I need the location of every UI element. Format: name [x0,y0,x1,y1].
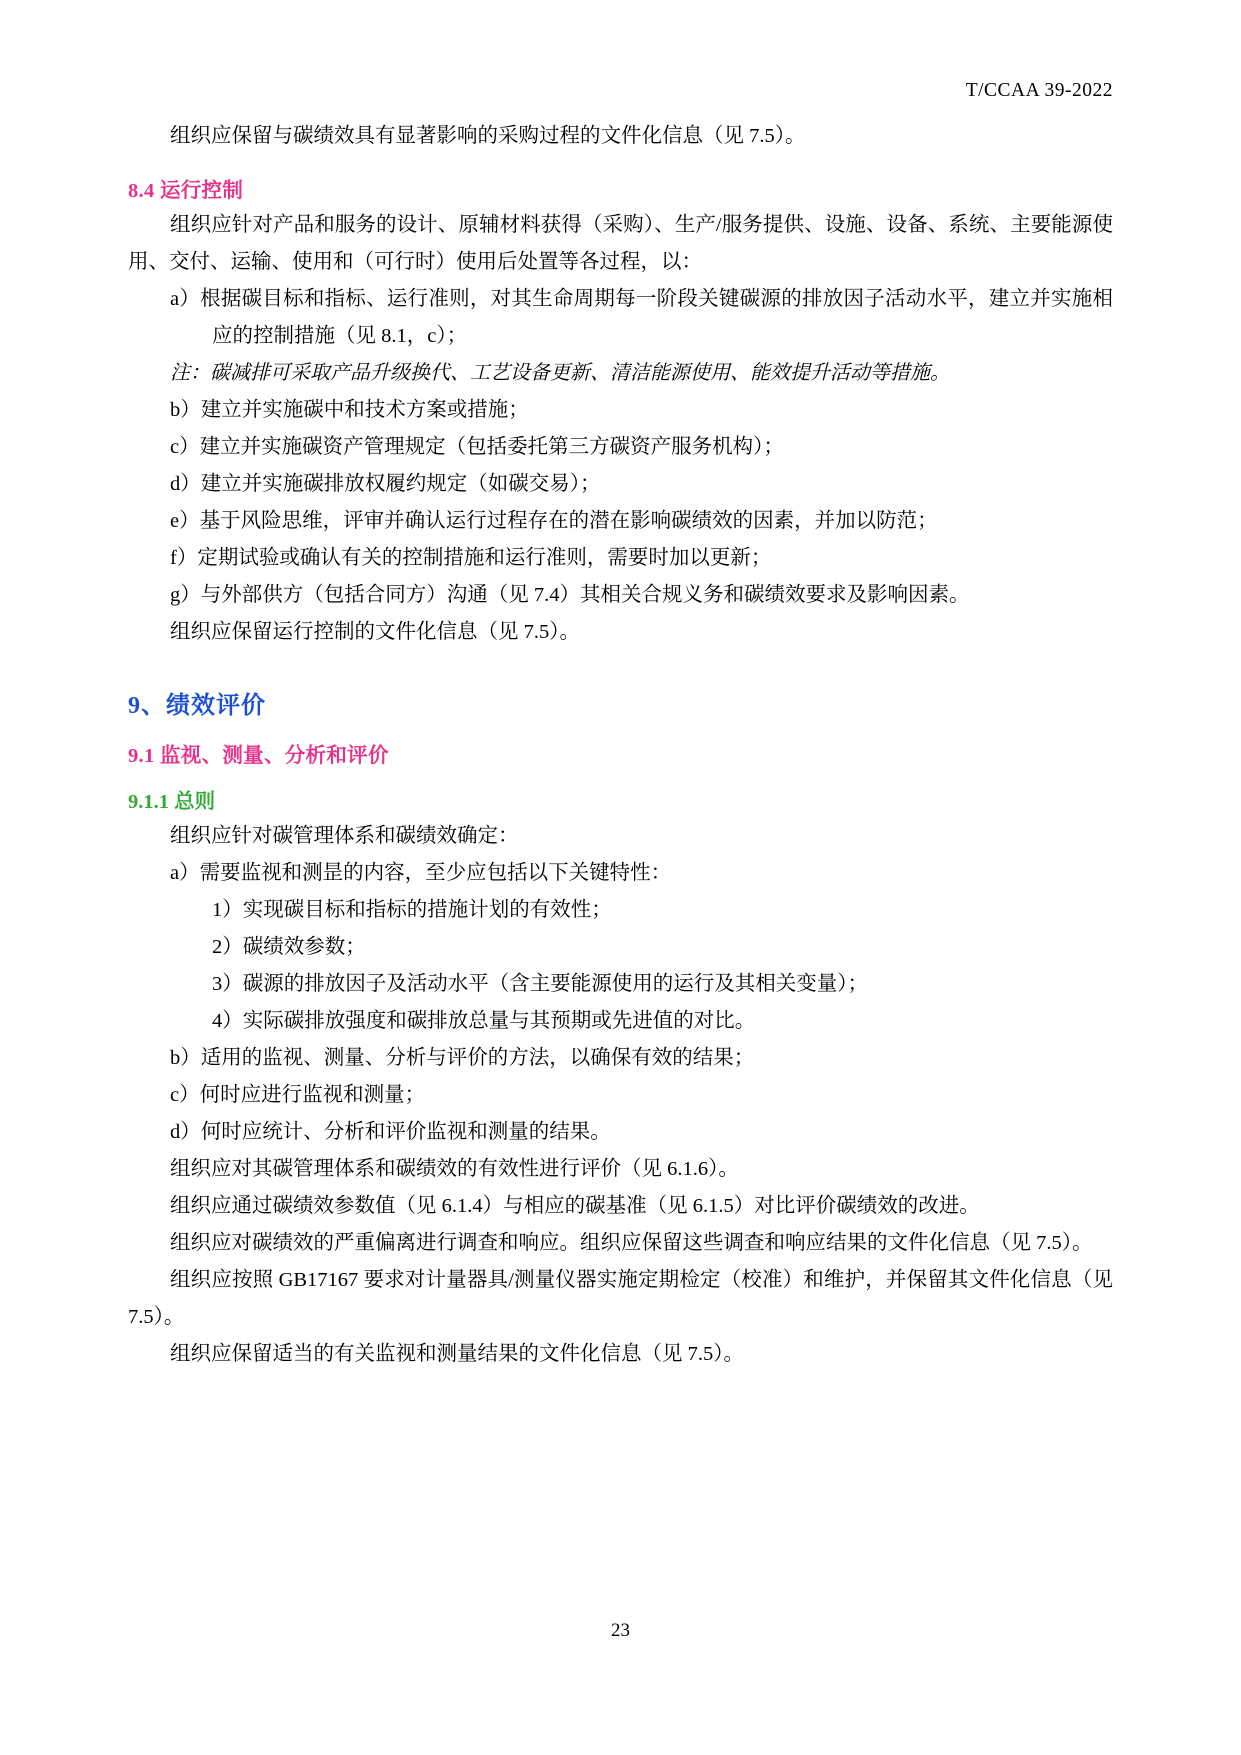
body-paragraph: 组织应保留适当的有关监视和测量结果的文件化信息（见 7.5）。 [170,1343,744,1365]
body-paragraph: 组织应对碳绩效的严重偏离进行调查和响应。组织应保留这些调查和响应结果的文件化信息（见 7.5）。 [170,1232,1093,1254]
body-paragraph: 组织应通过碳绩效参数值（见 6.1.4）与相应的碳基准（见 6.1.5）对比评价碳绩效的改进。 [170,1195,980,1217]
heading-9-1-1: 9.1.1 总则 [128,791,216,813]
list-sub-item: 3）碳源的排放因子及活动水平（含主要能源使用的运行及其相关变量）； [212,973,868,995]
page-number: 23 [611,1620,630,1641]
list-item: g）与外部供方（包括合同方）沟通（见 7.4）其相关合规义务和碳绩效要求及影响因素。 [170,584,970,606]
list-sub-item: 4）实际碳排放强度和碳排放总量与其预期或先进值的对比。 [212,1010,756,1032]
list-item: a）需要监视和测昰的内容，至少应包括以下关键特性： [170,862,672,884]
list-sub-item: 1）实现碳目标和指标的措施计划的有效性； [212,899,612,921]
list-item: e）基于风险思维，评审并确认运行过程存在的潜在影响碳绩效的因素，并加以防范； [170,510,938,532]
section-9-1-1-lead: 组织应针对碳管理体系和碳绩效确定： [170,825,519,847]
list-item: d）建立并实施碳排放权履约规定（如碳交易）； [170,473,601,495]
list-item: c）建立并实施碳资产管理规定（包括委托第三方碳资产服务机构）； [170,436,784,458]
heading-9: 9、绩效评价 [128,693,266,719]
section-8-4-closing: 组织应保留运行控制的文件化信息（见 7.5）。 [170,621,580,643]
intro-paragraph: 组织应保留与碳绩效具有显著影响的采购过程的文件化信息（见 7.5）。 [170,125,806,147]
list-item: b）适用的监视、测量、分析与评价的方法，以确保有效的结果； [170,1047,755,1069]
body-paragraph: 组织应按照 GB17167 要求对计量器具/测量仪器实施定期检定（校准）和维护，并保留其文件化信息（见 7.5）。 [128,1269,1113,1328]
list-item: b）建立并实施碳中和技术方案或措施； [170,399,529,421]
page-content [128,80,1113,1373]
section-8-4-lead: 组织应针对产品和服务的设计、原辅材料获得（采购）、生产/服务提供、设施、设备、系统、主要能源使用、交付、运输、使用和（可行时）使用后处置等各过程，以： [128,214,1113,273]
heading-8-4: 8.4 运行控制 [128,180,244,202]
list-item: a）根据碳目标和指标、运行准则，对其生命周期每一阶段关键碳源的排放因子活动水平，建立并实施相应的控制措施（见 8.1，c）； [170,288,1113,347]
list-item: f）定期试验或确认有关的控制措施和运行准则，需要时加以更新； [170,547,772,569]
page-header: T/CCAA 39-2022 [965,80,1113,101]
list-sub-item: 2）碳绩效参数； [212,936,366,958]
body-paragraph: 组织应对其碳管理体系和碳绩效的有效性进行评价（见 6.1.6）。 [170,1158,739,1180]
list-item: d）何时应统计、分析和评价监视和测量的结果。 [170,1121,611,1143]
list-item: c）何时应进行监视和测量； [170,1084,426,1106]
note-8-4: 注：碳减排可采取产品升级换代、工艺设备更新、清洁能源使用、能效提升活动等措施。 [170,362,950,384]
heading-9-1: 9.1 监视、测量、分析和评价 [128,745,389,767]
